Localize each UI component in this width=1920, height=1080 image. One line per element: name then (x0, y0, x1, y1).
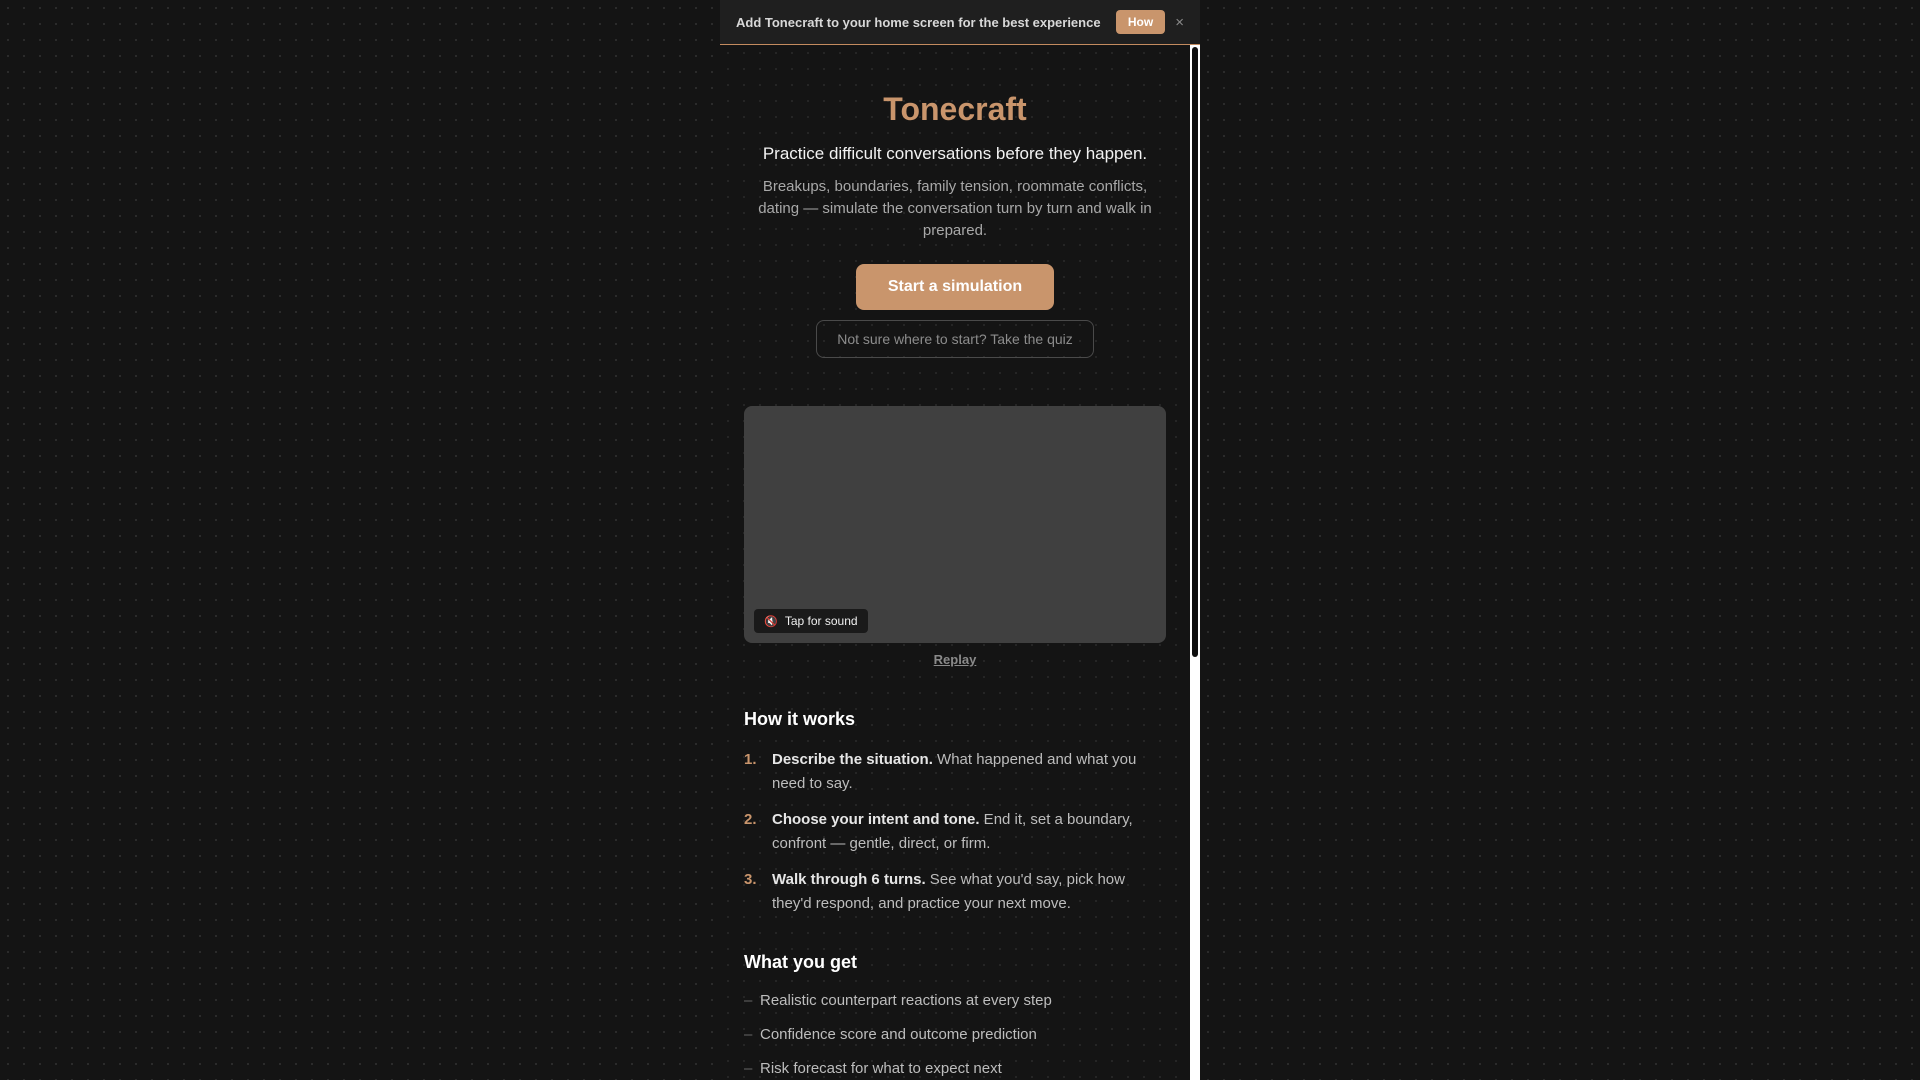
muted-speaker-icon: 🔇 (764, 616, 778, 628)
description: Breakups, boundaries, family tension, roommate conflicts, dating — simulate the conversation turn by turn and walk in prepared. (758, 178, 1152, 239)
dash-bullet: – (744, 1026, 753, 1043)
how-it-works-heading: How it works (744, 709, 856, 729)
feature-text: Confidence score and outcome prediction (760, 1026, 1037, 1043)
step-text: End it, set a boundary, confront — gentle, direct, or firm. (772, 811, 1133, 852)
how-button[interactable]: How (1116, 10, 1165, 34)
dash-bullet: – (744, 992, 753, 1009)
steps-list (744, 748, 1166, 916)
tap-for-sound-button[interactable] (754, 609, 868, 633)
tap-for-sound-label: Tap for sound (784, 614, 858, 628)
page-content (744, 45, 1166, 1080)
main-column (720, 45, 1200, 1080)
step-number: 1. (744, 751, 757, 768)
scrollbar-thumb[interactable] (1192, 47, 1198, 657)
step-title: Walk through 6 turns. (772, 871, 926, 888)
step-item (744, 748, 1166, 796)
list-item (744, 1059, 1166, 1079)
start-simulation-button[interactable]: Start a simulation (856, 264, 1054, 310)
take-quiz-button[interactable]: Not sure where to start? Take the quiz (816, 320, 1094, 358)
step-text: What happened and what you need to say. (772, 751, 1137, 792)
list-item (744, 1025, 1166, 1045)
step-title: Choose your intent and tone. (772, 811, 980, 828)
step-item (744, 808, 1166, 856)
step-number: 2. (744, 811, 757, 828)
step-text: See what you'd say, pick how they'd respond, and practice your next move. (772, 871, 1125, 912)
step-item (744, 868, 1166, 916)
install-banner-text: Add Tonecraft to your home screen for the best experience (736, 14, 1101, 30)
dash-bullet: – (744, 1060, 753, 1077)
install-banner (720, 0, 1200, 45)
what-you-get-heading: What you get (744, 952, 857, 972)
list-item (744, 991, 1166, 1011)
replay-link[interactable]: Replay (933, 652, 977, 667)
feature-text: Realistic counterpart reactions at every step (760, 992, 1052, 1009)
feature-text: Risk forecast for what to expect next (760, 1060, 1002, 1077)
demo-video[interactable] (744, 406, 1166, 643)
step-title: Describe the situation. (772, 751, 933, 768)
app-title: Tonecraft (883, 91, 1027, 127)
close-icon[interactable]: × (1175, 13, 1184, 31)
tagline: Practice difficult conversations before they happen. (762, 144, 1148, 163)
features-list (744, 991, 1166, 1079)
scrollbar[interactable] (1190, 45, 1200, 1080)
step-number: 3. (744, 871, 757, 888)
